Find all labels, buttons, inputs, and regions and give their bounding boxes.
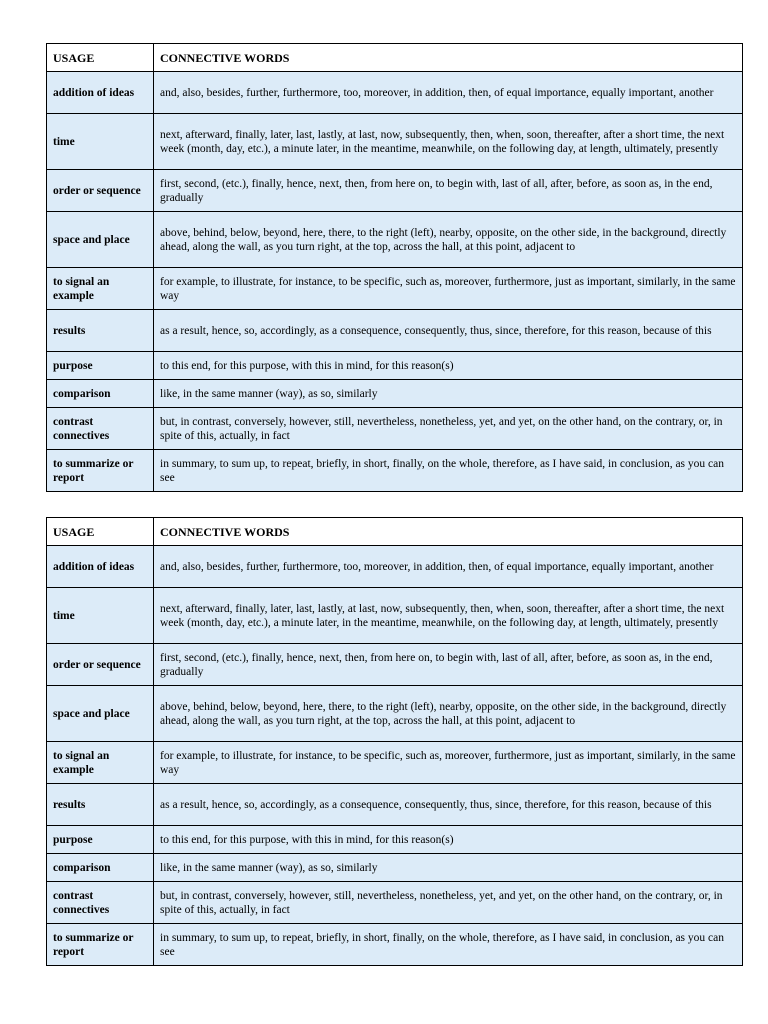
table-row xyxy=(47,686,743,742)
connective-words-cell: like, in the same manner (way), as so, similarly xyxy=(154,380,743,408)
connective-words-cell: but, in contrast, conversely, however, still, nevertheless, nonetheless, yet, and yet, on the other hand, on the contrary, or, in spite of this, actually, in fact xyxy=(154,408,743,450)
connective-words-cell: above, behind, below, beyond, here, there, to the right (left), nearby, opposite, on the other side, in the background, directly ahead, along the wall, as you turn right, at the top, across the hall, at this point, adjacent to xyxy=(154,212,743,268)
usage-cell: purpose xyxy=(47,826,154,854)
connective-words-cell: like, in the same manner (way), as so, similarly xyxy=(154,854,743,882)
usage-column-header: USAGE xyxy=(47,518,154,546)
table-row xyxy=(47,924,743,966)
usage-cell: contrast connectives xyxy=(47,408,154,450)
connective-words-table-2 xyxy=(46,517,743,966)
usage-cell: order or sequence xyxy=(47,170,154,212)
connective-words-cell: as a result, hence, so, accordingly, as a consequence, consequently, thus, since, therefore, for this reason, because of this xyxy=(154,784,743,826)
table-row xyxy=(47,268,743,310)
connective-words-cell: to this end, for this purpose, with this in mind, for this reason(s) xyxy=(154,826,743,854)
usage-cell: addition of ideas xyxy=(47,546,154,588)
table-row xyxy=(47,212,743,268)
usage-cell: comparison xyxy=(47,380,154,408)
table-header-row xyxy=(47,44,743,72)
table-header-row xyxy=(47,518,743,546)
connective-words-cell: and, also, besides, further, furthermore, too, moreover, in addition, then, of equal importance, equally important, another xyxy=(154,546,743,588)
usage-cell: to summarize or report xyxy=(47,924,154,966)
connective-words-cell: but, in contrast, conversely, however, still, nevertheless, nonetheless, yet, and yet, on the other hand, on the contrary, or, in spite of this, actually, in fact xyxy=(154,882,743,924)
table-row xyxy=(47,352,743,380)
table-row xyxy=(47,826,743,854)
usage-cell: contrast connectives xyxy=(47,882,154,924)
connective-words-cell: as a result, hence, so, accordingly, as a consequence, consequently, thus, since, therefore, for this reason, because of this xyxy=(154,310,743,352)
usage-cell: to signal an example xyxy=(47,268,154,310)
connective-words-cell: first, second, (etc.), finally, hence, next, then, from here on, to begin with, last of all, after, before, as soon as, in the end, gradually xyxy=(154,644,743,686)
usage-cell: purpose xyxy=(47,352,154,380)
connective-words-table-1 xyxy=(46,43,743,492)
table-row xyxy=(47,310,743,352)
connective-words-column-header: CONNECTIVE WORDS xyxy=(154,518,743,546)
usage-cell: to summarize or report xyxy=(47,450,154,492)
usage-cell: time xyxy=(47,114,154,170)
table-row xyxy=(47,644,743,686)
connective-words-cell: in summary, to sum up, to repeat, briefly, in short, finally, on the whole, therefore, as I have said, in conclusion, as you can see xyxy=(154,924,743,966)
connective-words-cell: and, also, besides, further, furthermore, too, moreover, in addition, then, of equal importance, equally important, another xyxy=(154,72,743,114)
table-row xyxy=(47,854,743,882)
table-row xyxy=(47,72,743,114)
connective-words-cell: above, behind, below, beyond, here, there, to the right (left), nearby, opposite, on the other side, in the background, directly ahead, along the wall, as you turn right, at the top, across the hall, at this point, adjacent to xyxy=(154,686,743,742)
usage-cell: time xyxy=(47,588,154,644)
usage-column-header: USAGE xyxy=(47,44,154,72)
table-row xyxy=(47,170,743,212)
connective-words-column-header: CONNECTIVE WORDS xyxy=(154,44,743,72)
usage-cell: addition of ideas xyxy=(47,72,154,114)
table-row xyxy=(47,450,743,492)
table-row xyxy=(47,882,743,924)
table-row xyxy=(47,408,743,450)
usage-cell: to signal an example xyxy=(47,742,154,784)
table-row xyxy=(47,742,743,784)
usage-cell: order or sequence xyxy=(47,644,154,686)
table-row xyxy=(47,588,743,644)
connective-words-cell: to this end, for this purpose, with this in mind, for this reason(s) xyxy=(154,352,743,380)
usage-cell: space and place xyxy=(47,212,154,268)
connective-words-cell: for example, to illustrate, for instance, to be specific, such as, moreover, furthermore, just as important, similarly, in the same way xyxy=(154,742,743,784)
connective-words-cell: for example, to illustrate, for instance, to be specific, such as, moreover, furthermore, just as important, similarly, in the same way xyxy=(154,268,743,310)
usage-cell: results xyxy=(47,310,154,352)
usage-cell: space and place xyxy=(47,686,154,742)
connective-words-cell: first, second, (etc.), finally, hence, next, then, from here on, to begin with, last of all, after, before, as soon as, in the end, gradually xyxy=(154,170,743,212)
connective-words-cell: next, afterward, finally, later, last, lastly, at last, now, subsequently, then, when, soon, thereafter, after a short time, the next week (month, day, etc.), a minute later, in the meantime, meanwhile, on the following day, at length, ultimately, presently xyxy=(154,588,743,644)
usage-cell: comparison xyxy=(47,854,154,882)
table-row xyxy=(47,380,743,408)
usage-cell: results xyxy=(47,784,154,826)
connective-words-cell: next, afterward, finally, later, last, lastly, at last, now, subsequently, then, when, soon, thereafter, after a short time, the next week (month, day, etc.), a minute later, in the meantime, meanwhile, on the following day, at length, ultimately, presently xyxy=(154,114,743,170)
table-row xyxy=(47,784,743,826)
connective-words-cell: in summary, to sum up, to repeat, briefly, in short, finally, on the whole, therefore, as I have said, in conclusion, as you can see xyxy=(154,450,743,492)
table-row xyxy=(47,114,743,170)
table-row xyxy=(47,546,743,588)
